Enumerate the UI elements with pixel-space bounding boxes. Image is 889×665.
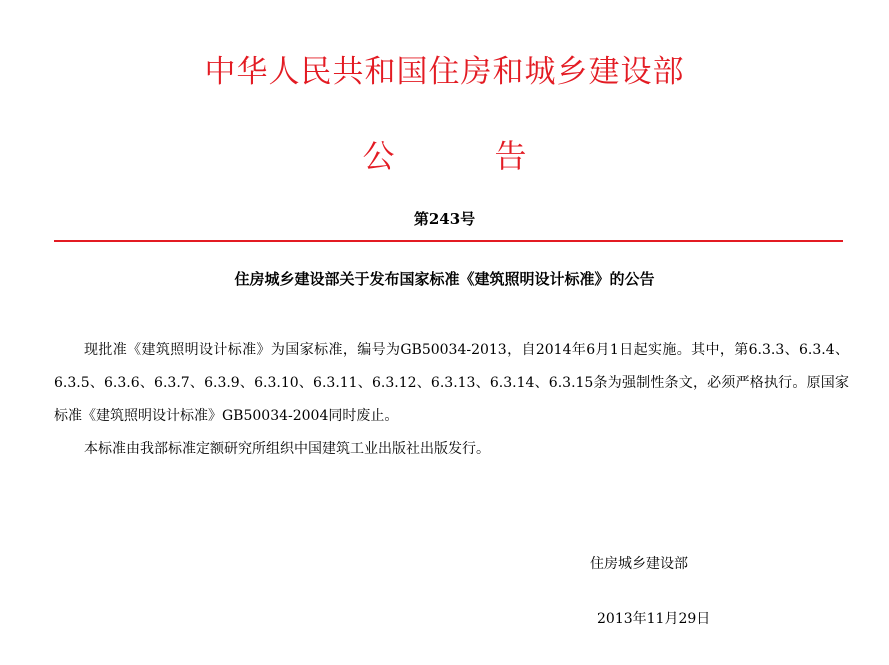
notice-title: [0, 134, 889, 178]
notice-number: 第243号: [413, 210, 476, 228]
notice-body: [54, 334, 849, 466]
issue-date: 2013年11月29日: [597, 611, 711, 627]
body-paragraph-1: 现批准《建筑照明设计标准》为国家标准，编号为GB50034-2013，自2014年6月1日起实施。其中，第6.3.3、6.3.4、6.3.5、6.3.6、6.3.7、6.3.9、6.3.10、6.3.11、6.3.12、6.3.13、6.3.14、6.3.15条为强制性条文，必须严格执行。原国家标准《建筑照明设计标准》GB50034-2004同时废止。: [54, 342, 849, 424]
notice-subject: 住房城乡建设部关于发布国家标准《建筑照明设计标准》的公告: [234, 270, 655, 288]
notice-title-char-1: 公: [362, 137, 395, 175]
body-paragraph-2: 本标准由我部标准定额研究所组织中国建筑工业出版社出版发行。: [84, 441, 490, 457]
red-divider-line: [54, 240, 843, 242]
signature: 住房城乡建设部: [590, 556, 688, 572]
notice-title-char-2: 告: [494, 137, 527, 175]
issuing-agency-heading: 中华人民共和国住房和城乡建设部: [204, 54, 685, 90]
